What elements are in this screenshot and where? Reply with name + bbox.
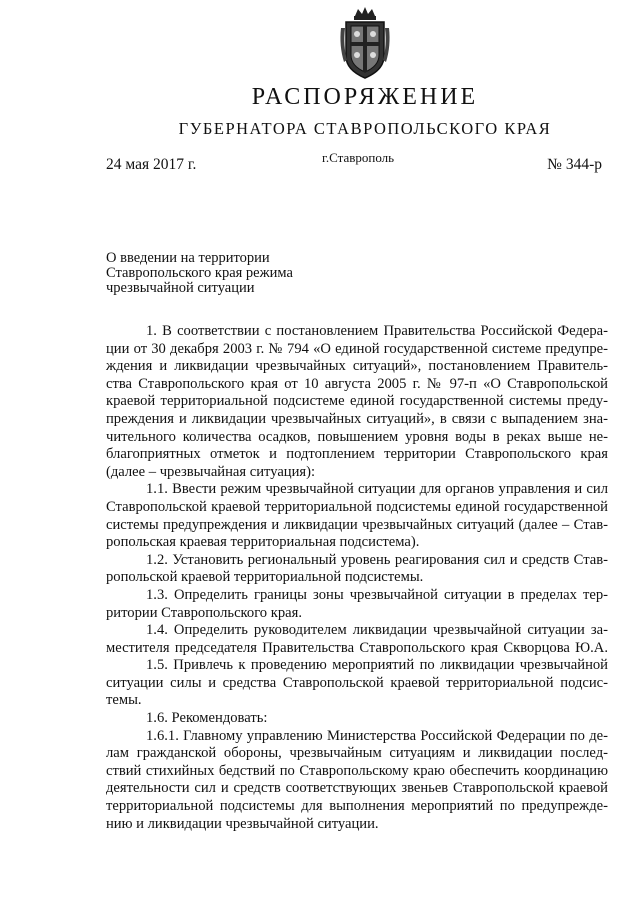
body-line: ропольская краевая территориальная подсистема). [106, 534, 420, 551]
body-line: местителя председателя Правительства Ставропольского края Скворцова Ю.А. [106, 639, 608, 656]
body-line: деятельности сил и средств соответствующих звеньев Ставропольской краевой [106, 780, 608, 797]
document-heading [106, 251, 346, 296]
body-line: 1.3. Определить границы зоны чрезвычайной ситуации в пределах тер- [146, 586, 608, 603]
document-date: 24 мая 2017 г. [106, 156, 197, 173]
body-line: краевой территориальной подсистеме единой государственной системы преду- [106, 393, 608, 410]
heading-line: О введении на территории [106, 250, 270, 266]
heading-line: Ставропольского края режима [106, 265, 293, 281]
body-line: Ставропольской краевой территориальной подсистемы единой государственной [106, 498, 608, 515]
body-line: территориальной подсистемы для выполнения мероприятий по предупрежде- [106, 798, 608, 815]
document-subtitle: ГУБЕРНАТОРА СТАВРОПОЛЬСКОГО КРАЯ [178, 119, 552, 138]
body-line: ропольской краевой территориальной подсистемы. [106, 569, 424, 586]
body-line: чительного количества осадков, повышением уровня воды в реках выше не- [106, 428, 608, 445]
body-line: 1.5. Привлечь к проведению мероприятий по ликвидации чрезвычайной [146, 657, 608, 674]
body-line: ждения и ликвидации чрезвычайных ситуаций», постановлением Правитель- [106, 358, 608, 375]
body-line: 1.6. Рекомендовать: [146, 710, 268, 727]
body-line: (далее – чрезвычайная ситуация): [106, 463, 316, 480]
body-line: системы предупреждения и ликвидации чрезвычайных ситуаций (далее – Став- [106, 516, 608, 533]
body-line: 1. В соответствии с постановлением Правительства Российской Федера- [146, 323, 608, 339]
body-line: ства Ставропольского края от 10 августа 2005 г. № 97-п «О Ставропольской [106, 375, 608, 392]
document-body [106, 323, 608, 833]
body-line: темы. [106, 692, 142, 709]
coat-of-arms-icon [338, 6, 392, 82]
body-line: 1.6.1. Главному управлению Министерства Российской Федерации по де- [146, 727, 608, 744]
document-title: РАСПОРЯЖЕНИЕ [251, 84, 479, 110]
body-line: 1.2. Установить региональный уровень реагирования сил и средств Став- [146, 551, 608, 568]
body-line: нию и ликвидации чрезвычайной ситуации. [106, 815, 379, 832]
body-line: 1.4. Определить руководителем ликвидации чрезвычайной ситуации за- [146, 622, 608, 639]
body-line: 1.1. Ввести режим чрезвычайной ситуации для органов управления и сил [146, 481, 608, 498]
body-line: лам гражданской обороны, чрезвычайным ситуациям и ликвидации послед- [106, 745, 608, 762]
body-line: преждения и ликвидации чрезвычайных ситуаций», в связи с выпадением зна- [106, 410, 608, 427]
body-line: ции от 30 декабря 2003 г. № 794 «О единой государственной системе предупре- [106, 340, 608, 357]
body-line: ритории Ставропольского края. [106, 604, 302, 621]
body-line: благоприятных отметок и подтоплением территории Ставропольского края [106, 446, 608, 463]
document-number: № 344-р [547, 156, 602, 173]
document-city: г.Ставрополь [322, 150, 395, 165]
body-line: ствий стихийных бедствий по Ставропольскому краю обеспечить координацию [106, 762, 608, 779]
body-line: ситуации силы и средства Ставропольской краевой территориальной подсис- [106, 674, 608, 691]
heading-line: чрезвычайной ситуации [106, 280, 255, 296]
